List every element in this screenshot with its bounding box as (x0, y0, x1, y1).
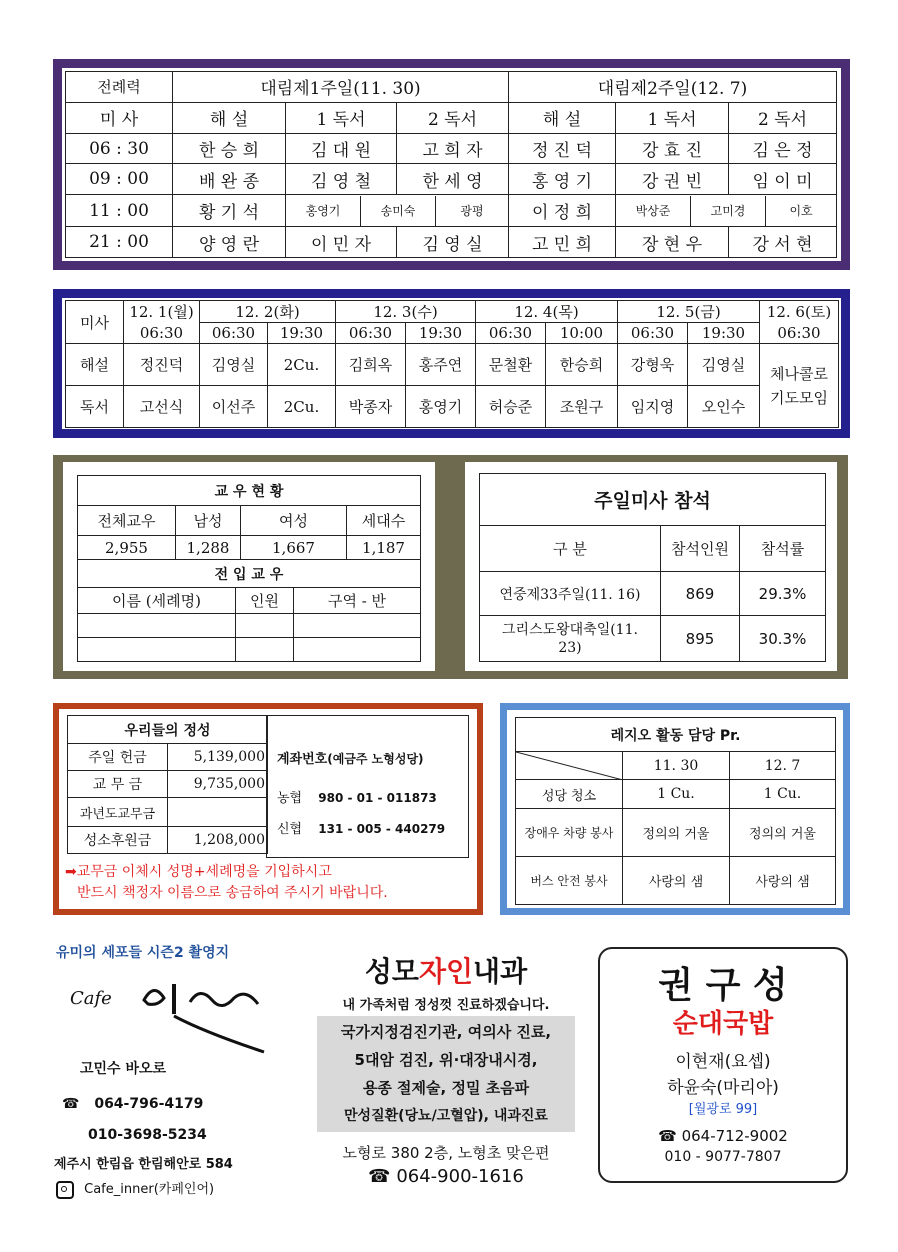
diagonal-cell (516, 752, 623, 780)
stats-frame (53, 455, 848, 679)
count: 869 (661, 572, 740, 616)
day-date: 12. 2(화) (200, 301, 336, 323)
table-row (66, 344, 839, 386)
cell: 김 영 실 (397, 227, 509, 258)
transfer-title: 전 입 교 우 (78, 560, 421, 588)
offering-amount: 5,139,000 (168, 744, 268, 771)
table-row (66, 386, 839, 428)
table-row (516, 809, 836, 857)
table-row (480, 616, 826, 662)
attendance-table (479, 473, 826, 662)
duty-value: 정의의 거울 (730, 809, 836, 857)
cell: 2Cu. (268, 386, 336, 428)
cell: 황 기 석 (173, 195, 286, 227)
count: 895 (661, 616, 740, 662)
cafe-address: 제주시 한림읍 한림해안로 584 (54, 1157, 233, 1172)
cell: 문철환 (476, 344, 546, 386)
cell: 이선주 (200, 386, 268, 428)
account-title: 계좌번호 (277, 752, 328, 767)
cell: 고 민 희 (509, 227, 616, 258)
reading-label: 독서 (66, 386, 124, 428)
cell: 임 이 미 (729, 164, 837, 195)
mass-time: 19:30 (268, 323, 336, 344)
cell: 김영실 (200, 344, 268, 386)
cell: 2Cu. (268, 344, 336, 386)
mass-time: 10:00 (546, 323, 618, 344)
transfer-note (65, 862, 388, 904)
cell: 정 진 덕 (509, 133, 616, 164)
phone-icon: ☎ (62, 1096, 80, 1112)
day-date: 12. 4(목) (476, 301, 618, 323)
cell: 한 세 영 (397, 164, 509, 195)
header: 여성 (241, 506, 347, 536)
sunday-schedule-table (65, 71, 837, 258)
cell: 고 희 자 (397, 133, 509, 164)
service-line: 용종 절제술, 정밀 초음파 (362, 1079, 530, 1097)
header: 남성 (176, 506, 241, 536)
clinic-slogan: 내 가족처럼 정성껏 진료하겠습니다. (342, 998, 550, 1013)
cell: 김 대 원 (286, 133, 397, 164)
clinic-services-box (317, 1016, 575, 1132)
label-line: 그리스도왕대축일(11. (502, 621, 638, 638)
cell: 정진덕 (124, 344, 200, 386)
instagram-icon (56, 1181, 74, 1199)
table-row (516, 857, 836, 905)
w2-reading1-header: 1 독서 (616, 102, 729, 133)
parishioner-title: 교 우 현 황 (78, 476, 421, 506)
duty-label: 성당 청소 (516, 780, 623, 809)
mass-time: 06:30 (336, 323, 406, 344)
w1-reading1-header: 1 독서 (286, 102, 397, 133)
restaurant-person: 이현재(요셉) (675, 1052, 771, 1072)
cafe-phone2: 010-3698-5234 (88, 1127, 207, 1143)
cell: 배 완 종 (173, 164, 286, 195)
cell: 임지영 (618, 386, 688, 428)
cafe-logo-word: Cafe (70, 988, 112, 1009)
clinic-address: 노형로 380 2층, 노형초 맞은편 (342, 1144, 550, 1162)
restaurant-name: 권 구 성 (658, 965, 788, 1006)
cell: 강 권 빈 (616, 164, 729, 195)
sunday-schedule-frame (53, 59, 850, 270)
table-row (68, 771, 268, 798)
mass-time: 19:30 (688, 323, 760, 344)
table-row (66, 227, 837, 258)
cell: 김희옥 (336, 344, 406, 386)
restaurant-ad (598, 947, 848, 1183)
mass-time: 11 : 00 (66, 195, 173, 227)
cafe-instagram: Cafe_inner(카페인어) (84, 1182, 215, 1197)
header: 이름 (세례명) (78, 588, 236, 614)
clinic-name-part: 자인 (418, 955, 474, 988)
cell: 이 민 자 (286, 227, 397, 258)
cell: 홍영기 (286, 196, 361, 226)
diagonal-line (516, 752, 623, 780)
day-date: 12. 3(수) (336, 301, 476, 323)
restaurant-group: [월광로 99] (688, 1102, 758, 1117)
mass-label: 미사 (66, 301, 124, 344)
arrow-icon: ➡ (65, 864, 77, 880)
week2-header: 대림제2주일(12. 7) (509, 72, 837, 103)
cell: 오인수 (688, 386, 760, 428)
table-row (66, 133, 837, 164)
day-date: 12. 1(월) (124, 301, 200, 323)
offering-label: 교 무 금 (68, 771, 168, 798)
restaurant-phone2: 010 - 9077-7807 (664, 1149, 782, 1165)
parishioner-panel (63, 462, 435, 671)
cafe-phone1: 064-796-4179 (94, 1096, 204, 1112)
duty-value: 1 Cu. (730, 780, 836, 809)
week1-header: 대림제1주일(11. 30) (173, 72, 509, 103)
cell: 양 영 란 (173, 227, 286, 258)
table-row (68, 798, 268, 827)
cell: 이 정 희 (509, 195, 616, 227)
header: 참석률 (740, 526, 826, 572)
mass-time: 19:30 (406, 323, 476, 344)
note-line: 교무금 이체시 성명+세례명을 기입하시고 (76, 864, 332, 880)
cell: 홍영기 (406, 386, 476, 428)
rate: 30.3% (740, 616, 826, 662)
header: 세대수 (347, 506, 421, 536)
cell: 광평 (460, 203, 484, 218)
duty-value: 사랑의 샘 (623, 857, 730, 905)
cell: 박상준 (616, 196, 691, 226)
mass-time: 09 : 00 (66, 164, 173, 195)
cell: 강 서 현 (729, 227, 837, 258)
cell: 박종자 (336, 386, 406, 428)
attendance-title: 주일미사 참석 (480, 474, 826, 526)
label-line: 23) (558, 639, 582, 656)
phone-icon: ☎ (658, 1127, 677, 1145)
table-row (78, 638, 421, 662)
table-row (68, 744, 268, 771)
mass-header: 미 사 (66, 102, 173, 133)
header: 참석인원 (661, 526, 740, 572)
mass-time: 06 : 30 (66, 133, 173, 164)
note-line: 반드시 책정자 이름으로 송금하여 주시기 바랍니다. (77, 885, 388, 901)
restaurant-person: 하윤숙(마리아) (667, 1078, 779, 1098)
cell: 홍주연 (406, 344, 476, 386)
cell: 고미경 (691, 196, 766, 226)
saturday-note (760, 344, 839, 428)
table-row (480, 572, 826, 616)
w1-reading2-header: 2 독서 (397, 102, 509, 133)
bank-name: 농협 (277, 791, 303, 806)
cafe-owner: 고민수 바오로 (80, 1061, 167, 1077)
liturgy-header: 전례력 (66, 72, 173, 103)
clinic-name-part: 성모 (364, 955, 419, 988)
cell: 이호 (789, 203, 813, 218)
duty-label: 장애우 차량 봉사 (516, 809, 623, 857)
offerings-frame (53, 703, 483, 915)
service-line: 만성질환(당뇨/고혈압), 내과진료 (344, 1108, 548, 1124)
service-line: 5대암 검진, 위·대장내시경, (354, 1051, 538, 1069)
split-cell (616, 195, 837, 227)
table-row (68, 827, 268, 854)
table-row (66, 164, 837, 195)
cell: 김영실 (688, 344, 760, 386)
cafe-ad (50, 940, 295, 1200)
duty-value: 사랑의 샘 (730, 857, 836, 905)
offering-amount (168, 798, 268, 827)
bank-name: 신협 (277, 822, 303, 837)
mass-time: 06:30 (760, 323, 839, 344)
offering-label: 과년도교무금 (68, 798, 168, 827)
mass-time: 06:30 (124, 323, 200, 344)
commentary-label: 해설 (66, 344, 124, 386)
offering-label: 주일 헌금 (68, 744, 168, 771)
rate: 29.3% (740, 572, 826, 616)
offerings-title: 우리들의 정성 (68, 716, 268, 744)
cafe-logo (64, 976, 284, 1056)
weekday-schedule-table (65, 300, 839, 428)
clinic-phone: 064-900-1616 (396, 1166, 524, 1187)
cell: 강형욱 (618, 344, 688, 386)
table-row (66, 195, 837, 227)
cell: 한 승 희 (173, 133, 286, 164)
cell: 강 효 진 (616, 133, 729, 164)
cell: 고선식 (124, 386, 200, 428)
legio-frame (500, 703, 850, 915)
value: 1,667 (241, 536, 347, 560)
offering-amount: 9,735,000 (168, 771, 268, 798)
attendance-panel (465, 462, 837, 671)
cell: 장 현 우 (616, 227, 729, 258)
header: 구 분 (480, 526, 661, 572)
service-line: 국가지정검진기관, 여의사 진료, (340, 1023, 552, 1041)
account-box (266, 715, 469, 858)
date-header: 12. 7 (730, 752, 836, 780)
account-number: 131 - 005 - 440279 (318, 822, 446, 836)
transfer-table (77, 559, 421, 662)
account-holder: (예금주 노형성당) (327, 752, 424, 766)
account-number: 980 - 01 - 011873 (318, 791, 437, 805)
mass-time: 06:30 (476, 323, 546, 344)
offering-label: 성소후원금 (68, 827, 168, 854)
legio-title: 레지오 활동 담당 Pr. (516, 718, 836, 752)
mass-time: 06:30 (200, 323, 268, 344)
cell: 김 영 철 (286, 164, 397, 195)
day-date: 12. 6(토) (760, 301, 839, 323)
note-line: 기도모임 (770, 388, 828, 407)
clinic-name-part: 내과 (473, 955, 528, 988)
parishioner-table (77, 475, 421, 560)
cell: 김 은 정 (729, 133, 837, 164)
offering-amount: 1,208,000 (168, 827, 268, 854)
cafe-tagline: 유미의 세포들 시즌2 촬영지 (56, 945, 230, 961)
table-row (78, 614, 421, 638)
value: 1,187 (347, 536, 421, 560)
clinic-ad (311, 948, 581, 1198)
cell: 허승준 (476, 386, 546, 428)
note-line: 체나콜로 (770, 364, 828, 383)
split-cell (286, 195, 509, 227)
day-date: 12. 5(금) (618, 301, 760, 323)
header: 인원 (236, 588, 294, 614)
row-label: 연중제33주일(11. 16) (480, 572, 661, 616)
w2-commentary-header: 해 설 (509, 102, 616, 133)
cell: 홍 영 기 (509, 164, 616, 195)
mass-time: 21 : 00 (66, 227, 173, 258)
cell: 송미숙 (361, 196, 436, 226)
phone-icon: ☎ (368, 1166, 391, 1187)
w1-commentary-header: 해 설 (173, 102, 286, 133)
table-row (516, 780, 836, 809)
cafe-logo-mark (134, 976, 284, 1056)
row-label (480, 616, 661, 662)
header: 전체교우 (78, 506, 176, 536)
offerings-table (67, 715, 268, 854)
restaurant-subtitle: 순대국밥 (672, 1009, 774, 1039)
weekday-schedule-frame (53, 289, 850, 438)
legio-table (515, 717, 836, 905)
cell: 한승희 (546, 344, 618, 386)
header: 구역 - 반 (294, 588, 421, 614)
mass-time: 06:30 (618, 323, 688, 344)
restaurant-phone1: 064-712-9002 (681, 1127, 788, 1145)
duty-value: 정의의 거울 (623, 809, 730, 857)
value: 2,955 (78, 536, 176, 560)
duty-label: 버스 안전 봉사 (516, 857, 623, 905)
value: 1,288 (176, 536, 241, 560)
duty-value: 1 Cu. (623, 780, 730, 809)
date-header: 11. 30 (623, 752, 730, 780)
w2-reading2-header: 2 독서 (729, 102, 837, 133)
cell: 조원구 (546, 386, 618, 428)
